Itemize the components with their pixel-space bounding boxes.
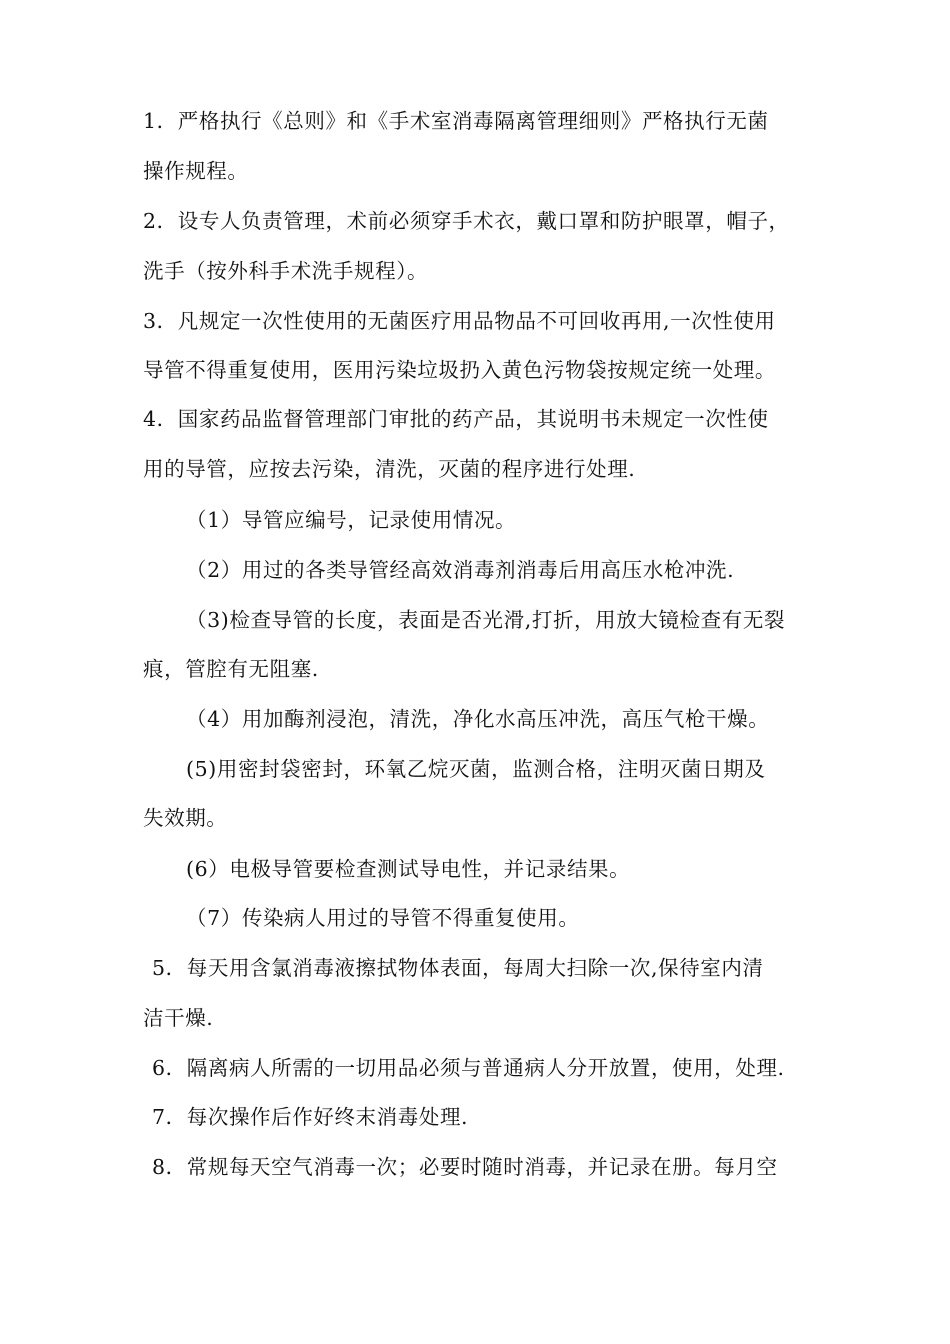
- text-line: 5．每天用含氯消毒液擦拭物体表面，每周大扫除一次,保待室内清: [152, 956, 764, 980]
- text-line: 6．隔离病人所需的一切用品必须与普通病人分开放置，使用，处理.: [152, 1056, 785, 1080]
- text-line: 导管不得重复使用，医用污染垃圾扔入黄色污物袋按规定统一处理。: [143, 358, 776, 382]
- text-line: 失效期。: [143, 806, 228, 830]
- text-line: 洁干燥.: [143, 1006, 214, 1030]
- text-line: 用的导管，应按去污染，清洗，灭菌的程序进行处理.: [143, 457, 636, 481]
- text-line: 7．每次操作后作好终末消毒处理.: [152, 1105, 469, 1129]
- text-line: 3．凡规定一次性使用的无菌医疗用品物品不可回收再用,一次性使用: [143, 309, 776, 333]
- text-line: 4．国家药品监督管理部门审批的药产品，其说明书未规定一次性使: [143, 407, 769, 431]
- text-line: 洗手（按外科手术洗手规程）。: [143, 259, 429, 283]
- text-line: （1）导管应编号，记录使用情况。: [186, 508, 517, 532]
- text-line: （2）用过的各类导管经高效消毒剂消毒后用高压水枪冲洗.: [186, 558, 735, 582]
- text-line: 痕，管腔有无阻塞.: [143, 657, 319, 681]
- text-line: 操作规程。: [143, 159, 249, 183]
- text-line: （4）用加酶剂浸泡，清洗，净化水高压冲洗，高压气枪干燥。: [186, 707, 770, 731]
- text-line: （7）传染病人用过的导管不得重复使用。: [186, 906, 580, 930]
- text-line: (6）电极导管要检查测试导电性，并记录结果。: [186, 857, 631, 881]
- text-line: （3)检查导管的长度，表面是否光滑,打折，用放大镜检查有无裂: [186, 608, 786, 632]
- text-line: 8．常规每天空气消毒一次；必要时随时消毒，并记录在册。每月空: [152, 1155, 778, 1179]
- text-line: 1．严格执行《总则》和《手术室消毒隔离管理细则》严格执行无菌: [143, 109, 769, 133]
- text-line: (5)用密封袋密封，环氧乙烷灭菌，监测合格，注明灭菌日期及: [186, 757, 766, 781]
- text-line: 2．设专人负责管理，术前必须穿手术衣，戴口罩和防护眼罩，帽子，: [143, 209, 790, 233]
